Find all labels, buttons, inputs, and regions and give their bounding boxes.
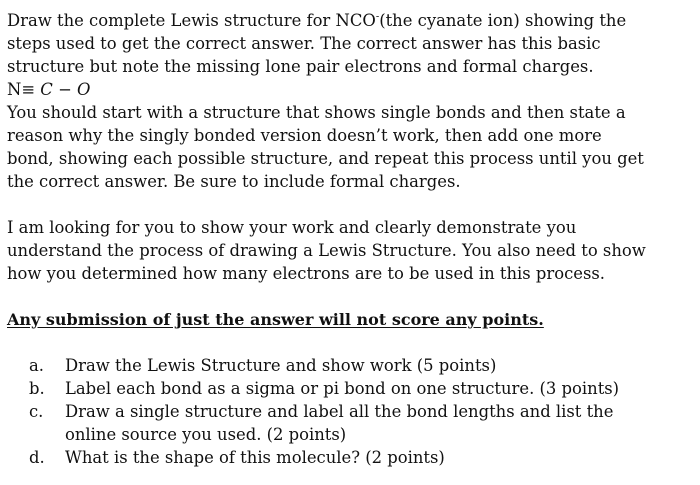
- expectations-line-3: how you determined how many electrons are to be used in this process.: [7, 264, 605, 283]
- formula-o-atom: O: [77, 80, 91, 99]
- formula-n-atom: N: [7, 80, 22, 99]
- task-item-d: [29, 446, 693, 469]
- formula-c-atom: C: [40, 80, 53, 99]
- task-text: What is the shape of this molecule? (2 points): [65, 448, 445, 467]
- instructions-line-1: You should start with a structure that shows single bonds and then state a: [7, 103, 626, 122]
- expectations-paragraph: [7, 216, 693, 285]
- task-marker: a.: [29, 356, 44, 375]
- charge-superscript: -: [375, 11, 380, 23]
- task-marker: c.: [29, 402, 44, 421]
- task-text: Draw a single structure and label all the bond lengths and list the online source you used. (2 points): [65, 402, 614, 444]
- task-marker: b.: [29, 379, 45, 398]
- formula-single-bond: −: [58, 80, 72, 99]
- task-item-c: [29, 400, 693, 446]
- instructions-line-4: the correct answer. Be sure to include formal charges.: [7, 172, 461, 191]
- basic-structure-formula: [7, 78, 693, 101]
- task-marker: d.: [29, 448, 45, 467]
- task-item-a: [29, 354, 693, 377]
- task-text: Label each bond as a sigma or pi bond on one structure. (3 points): [65, 379, 620, 398]
- formula-triple-bond: ≡: [21, 80, 36, 99]
- instructions-line-3: bond, showing each possible structure, and repeat this process until you get: [7, 149, 644, 168]
- paragraph-spacer: [7, 285, 693, 308]
- intro-paragraph: [7, 9, 693, 193]
- paragraph-spacer: [7, 193, 693, 216]
- intro-line-2: steps used to get the correct answer. The correct answer has this basic: [7, 34, 601, 53]
- assignment-document: [7, 9, 693, 469]
- task-item-b: [29, 377, 693, 400]
- task-list: [7, 354, 693, 469]
- task-text: Draw the Lewis Structure and show work (5 points): [65, 356, 497, 375]
- expectations-line-2: understand the process of drawing a Lewis Structure. You also need to show: [7, 241, 646, 260]
- intro-line-1: Draw the complete Lewis structure for NCO-(the cyanate ion) showing the: [7, 11, 627, 30]
- scoring-notice: Any submission of just the answer will not score any points.: [7, 310, 544, 329]
- instructions-line-2: reason why the singly bonded version doesn’t work, then add one more: [7, 126, 602, 145]
- expectations-line-1: I am looking for you to show your work and clearly demonstrate you: [7, 218, 577, 237]
- intro-line-3: structure but note the missing lone pair electrons and formal charges.: [7, 57, 594, 76]
